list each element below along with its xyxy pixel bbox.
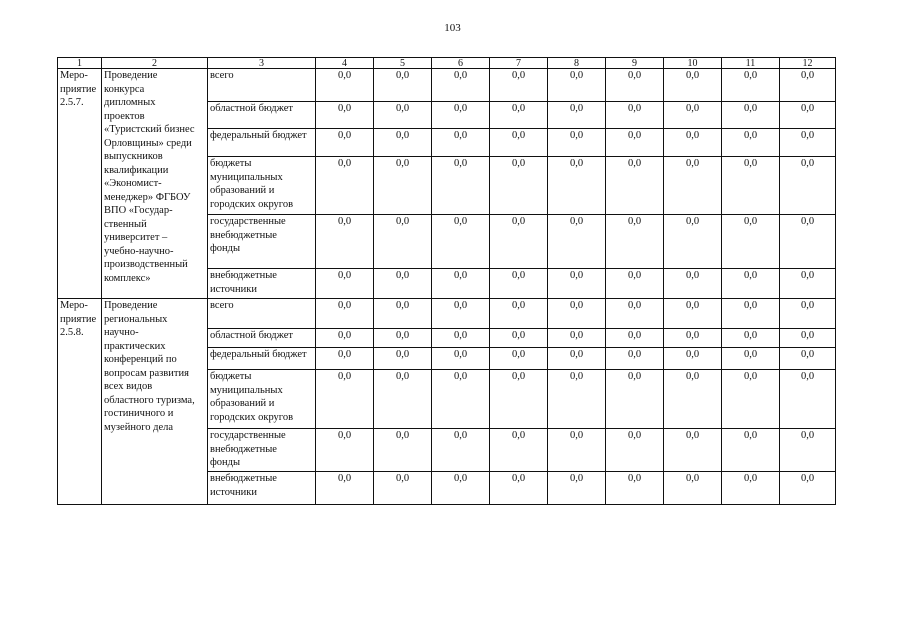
funding-source-cell bbox=[208, 215, 316, 269]
value-cell: 0,0 bbox=[548, 429, 606, 472]
value-cell: 0,0 bbox=[316, 215, 374, 269]
funding-source-cell bbox=[208, 348, 316, 370]
value-cell: 0,0 bbox=[316, 269, 374, 299]
funding-source-line: образований и bbox=[210, 185, 275, 196]
column-number: 1 bbox=[58, 58, 102, 69]
funding-source-line: внебюджетные bbox=[210, 270, 277, 281]
value-cell: 0,0 bbox=[316, 472, 374, 505]
funding-source-line: государственные bbox=[210, 430, 286, 441]
value-cell: 0,0 bbox=[374, 157, 432, 215]
funding-source-line: внебюджетные bbox=[210, 443, 277, 455]
measure-description-cell bbox=[102, 299, 208, 505]
table-body bbox=[58, 58, 836, 505]
value-cell: 0,0 bbox=[548, 329, 606, 348]
value-cell: 0,0 bbox=[374, 102, 432, 129]
funding-source-cell bbox=[208, 472, 316, 505]
funding-source-line: фонды bbox=[210, 243, 241, 254]
value-cell: 0,0 bbox=[722, 102, 780, 129]
measure-description-line: проектов bbox=[104, 110, 145, 122]
measure-description-line: менеджер» ФГБОУ bbox=[104, 191, 191, 203]
value-cell: 0,0 bbox=[722, 429, 780, 472]
column-number: 6 bbox=[432, 58, 490, 69]
measure-description-line: всех видов bbox=[104, 381, 153, 392]
funding-source-line: областной бюджет bbox=[210, 330, 293, 341]
measure-description-line: Проведение bbox=[104, 70, 158, 81]
value-cell: 0,0 bbox=[780, 215, 836, 269]
funding-source-line: внебюджетные bbox=[210, 229, 277, 241]
value-cell: 0,0 bbox=[606, 215, 664, 269]
value-cell: 0,0 bbox=[780, 370, 836, 429]
value-cell: 0,0 bbox=[664, 299, 722, 329]
measure-description-line: гостиничного и bbox=[104, 408, 174, 419]
budget-table bbox=[57, 57, 836, 505]
value-cell: 0,0 bbox=[722, 299, 780, 329]
value-cell: 0,0 bbox=[780, 299, 836, 329]
value-cell: 0,0 bbox=[548, 472, 606, 505]
value-cell: 0,0 bbox=[432, 329, 490, 348]
value-cell: 0,0 bbox=[548, 129, 606, 157]
value-cell: 0,0 bbox=[664, 102, 722, 129]
value-cell: 0,0 bbox=[664, 215, 722, 269]
measure-description-line: университет – bbox=[104, 232, 168, 243]
value-cell: 0,0 bbox=[606, 472, 664, 505]
value-cell: 0,0 bbox=[432, 299, 490, 329]
measure-id-line: 2.5.7. bbox=[60, 97, 84, 108]
measure-id-line: Меро- bbox=[60, 70, 88, 81]
measure-description-line: конференций по bbox=[104, 354, 177, 365]
measure-description-line: областного туризма, bbox=[104, 394, 195, 406]
funding-source-line: образований и bbox=[210, 398, 275, 409]
value-cell: 0,0 bbox=[374, 69, 432, 102]
value-cell: 0,0 bbox=[780, 329, 836, 348]
value-cell: 0,0 bbox=[606, 269, 664, 299]
value-cell: 0,0 bbox=[664, 472, 722, 505]
value-cell: 0,0 bbox=[316, 299, 374, 329]
value-cell: 0,0 bbox=[664, 129, 722, 157]
value-cell: 0,0 bbox=[780, 348, 836, 370]
value-cell: 0,0 bbox=[490, 129, 548, 157]
value-cell: 0,0 bbox=[664, 329, 722, 348]
value-cell: 0,0 bbox=[490, 269, 548, 299]
value-cell: 0,0 bbox=[722, 157, 780, 215]
value-cell: 0,0 bbox=[316, 129, 374, 157]
value-cell: 0,0 bbox=[374, 472, 432, 505]
funding-source-line: федеральный бюджет bbox=[210, 130, 307, 141]
measure-description-line: региональных bbox=[104, 313, 168, 325]
value-cell: 0,0 bbox=[432, 370, 490, 429]
value-cell: 0,0 bbox=[490, 157, 548, 215]
value-cell: 0,0 bbox=[548, 69, 606, 102]
value-cell: 0,0 bbox=[664, 69, 722, 102]
funding-source-line: внебюджетные bbox=[210, 473, 277, 484]
funding-source-line: всего bbox=[210, 70, 234, 81]
value-cell: 0,0 bbox=[432, 348, 490, 370]
measure-id-line: 2.5.8. bbox=[60, 327, 84, 338]
value-cell: 0,0 bbox=[316, 157, 374, 215]
value-cell: 0,0 bbox=[606, 299, 664, 329]
funding-source-line: областной бюджет bbox=[210, 103, 293, 114]
measure-description-line: «Туристский бизнес bbox=[104, 124, 195, 135]
value-cell: 0,0 bbox=[664, 269, 722, 299]
value-cell: 0,0 bbox=[316, 102, 374, 129]
value-cell: 0,0 bbox=[374, 370, 432, 429]
value-cell: 0,0 bbox=[374, 429, 432, 472]
measure-id-cell bbox=[58, 69, 102, 299]
table-row bbox=[58, 69, 836, 102]
funding-source-line: источники bbox=[210, 486, 257, 498]
value-cell: 0,0 bbox=[722, 129, 780, 157]
value-cell: 0,0 bbox=[490, 329, 548, 348]
value-cell: 0,0 bbox=[316, 348, 374, 370]
value-cell: 0,0 bbox=[606, 157, 664, 215]
funding-source-cell bbox=[208, 299, 316, 329]
column-number: 10 bbox=[664, 58, 722, 69]
value-cell: 0,0 bbox=[316, 370, 374, 429]
value-cell: 0,0 bbox=[722, 215, 780, 269]
value-cell: 0,0 bbox=[432, 129, 490, 157]
funding-source-line: бюджеты bbox=[210, 371, 252, 382]
value-cell: 0,0 bbox=[606, 429, 664, 472]
value-cell: 0,0 bbox=[432, 157, 490, 215]
funding-source-cell bbox=[208, 429, 316, 472]
value-cell: 0,0 bbox=[432, 69, 490, 102]
funding-source-line: государственные bbox=[210, 216, 286, 227]
funding-source-line: всего bbox=[210, 300, 234, 311]
funding-source-line: муниципальных bbox=[210, 384, 283, 396]
column-number: 4 bbox=[316, 58, 374, 69]
value-cell: 0,0 bbox=[780, 102, 836, 129]
funding-source-line: фонды bbox=[210, 457, 241, 468]
value-cell: 0,0 bbox=[606, 348, 664, 370]
value-cell: 0,0 bbox=[316, 429, 374, 472]
measure-description-line: конкурса bbox=[104, 83, 145, 95]
value-cell: 0,0 bbox=[374, 215, 432, 269]
value-cell: 0,0 bbox=[548, 370, 606, 429]
value-cell: 0,0 bbox=[548, 348, 606, 370]
value-cell: 0,0 bbox=[664, 348, 722, 370]
measure-id-line: приятие bbox=[60, 83, 97, 95]
funding-source-cell bbox=[208, 329, 316, 348]
value-cell: 0,0 bbox=[432, 215, 490, 269]
value-cell: 0,0 bbox=[316, 69, 374, 102]
value-cell: 0,0 bbox=[374, 329, 432, 348]
column-number: 2 bbox=[102, 58, 208, 69]
value-cell: 0,0 bbox=[490, 429, 548, 472]
value-cell: 0,0 bbox=[490, 370, 548, 429]
measure-description-line: «Экономист- bbox=[104, 178, 162, 189]
value-cell: 0,0 bbox=[664, 157, 722, 215]
value-cell: 0,0 bbox=[780, 429, 836, 472]
measure-description-line: практических bbox=[104, 340, 166, 352]
value-cell: 0,0 bbox=[664, 429, 722, 472]
funding-source-cell bbox=[208, 102, 316, 129]
measure-description-line: Орловщины» среди bbox=[104, 137, 192, 149]
column-number: 8 bbox=[548, 58, 606, 69]
value-cell: 0,0 bbox=[490, 215, 548, 269]
value-cell: 0,0 bbox=[374, 269, 432, 299]
measure-description-line: ВПО «Государ- bbox=[104, 205, 173, 216]
value-cell: 0,0 bbox=[722, 269, 780, 299]
measure-description-line: Проведение bbox=[104, 300, 158, 311]
value-cell: 0,0 bbox=[722, 472, 780, 505]
value-cell: 0,0 bbox=[664, 370, 722, 429]
column-number: 12 bbox=[780, 58, 836, 69]
value-cell: 0,0 bbox=[316, 329, 374, 348]
value-cell: 0,0 bbox=[432, 429, 490, 472]
value-cell: 0,0 bbox=[780, 472, 836, 505]
funding-source-line: источники bbox=[210, 283, 257, 295]
value-cell: 0,0 bbox=[780, 157, 836, 215]
value-cell: 0,0 bbox=[780, 269, 836, 299]
measure-description-line: научно- bbox=[104, 327, 139, 338]
column-number: 5 bbox=[374, 58, 432, 69]
value-cell: 0,0 bbox=[548, 269, 606, 299]
value-cell: 0,0 bbox=[722, 69, 780, 102]
value-cell: 0,0 bbox=[548, 299, 606, 329]
value-cell: 0,0 bbox=[374, 129, 432, 157]
value-cell: 0,0 bbox=[606, 129, 664, 157]
funding-source-cell bbox=[208, 129, 316, 157]
funding-source-cell bbox=[208, 370, 316, 429]
column-number: 7 bbox=[490, 58, 548, 69]
measure-description-line: ственный bbox=[104, 218, 147, 230]
column-number: 11 bbox=[722, 58, 780, 69]
value-cell: 0,0 bbox=[374, 348, 432, 370]
column-number: 9 bbox=[606, 58, 664, 69]
value-cell: 0,0 bbox=[606, 329, 664, 348]
table-row bbox=[58, 299, 836, 329]
measure-id-cell bbox=[58, 299, 102, 505]
measure-description-line: производственный bbox=[104, 259, 188, 270]
measure-description-line: комплекс» bbox=[104, 272, 151, 284]
funding-source-cell bbox=[208, 69, 316, 102]
value-cell: 0,0 bbox=[548, 215, 606, 269]
measure-description-line: дипломных bbox=[104, 97, 156, 108]
measure-description-line: музейного дела bbox=[104, 421, 174, 433]
funding-source-line: федеральный бюджет bbox=[210, 349, 307, 360]
value-cell: 0,0 bbox=[490, 472, 548, 505]
value-cell: 0,0 bbox=[722, 329, 780, 348]
measure-description-line: выпускников bbox=[104, 151, 163, 162]
column-number: 3 bbox=[208, 58, 316, 69]
funding-source-line: городских округов bbox=[210, 411, 294, 423]
value-cell: 0,0 bbox=[490, 102, 548, 129]
funding-source-line: городских округов bbox=[210, 198, 294, 210]
measure-description-line: вопросам развития bbox=[104, 367, 189, 379]
value-cell: 0,0 bbox=[490, 348, 548, 370]
column-number-row bbox=[58, 58, 836, 69]
measure-id-line: Меро- bbox=[60, 300, 88, 311]
page-number: 103 bbox=[444, 22, 461, 34]
value-cell: 0,0 bbox=[432, 269, 490, 299]
value-cell: 0,0 bbox=[374, 299, 432, 329]
measure-description-line: квалификации bbox=[104, 164, 169, 176]
value-cell: 0,0 bbox=[780, 69, 836, 102]
value-cell: 0,0 bbox=[780, 129, 836, 157]
value-cell: 0,0 bbox=[606, 370, 664, 429]
value-cell: 0,0 bbox=[606, 102, 664, 129]
value-cell: 0,0 bbox=[722, 348, 780, 370]
funding-source-line: бюджеты bbox=[210, 158, 252, 169]
measure-description-cell bbox=[102, 69, 208, 299]
measure-id-line: приятие bbox=[60, 313, 97, 325]
value-cell: 0,0 bbox=[432, 472, 490, 505]
value-cell: 0,0 bbox=[606, 69, 664, 102]
value-cell: 0,0 bbox=[722, 370, 780, 429]
funding-source-cell bbox=[208, 157, 316, 215]
value-cell: 0,0 bbox=[490, 69, 548, 102]
value-cell: 0,0 bbox=[548, 102, 606, 129]
value-cell: 0,0 bbox=[548, 157, 606, 215]
value-cell: 0,0 bbox=[490, 299, 548, 329]
measure-description-line: учебно-научно- bbox=[104, 245, 174, 257]
funding-source-cell bbox=[208, 269, 316, 299]
value-cell: 0,0 bbox=[432, 102, 490, 129]
funding-source-line: муниципальных bbox=[210, 171, 283, 183]
